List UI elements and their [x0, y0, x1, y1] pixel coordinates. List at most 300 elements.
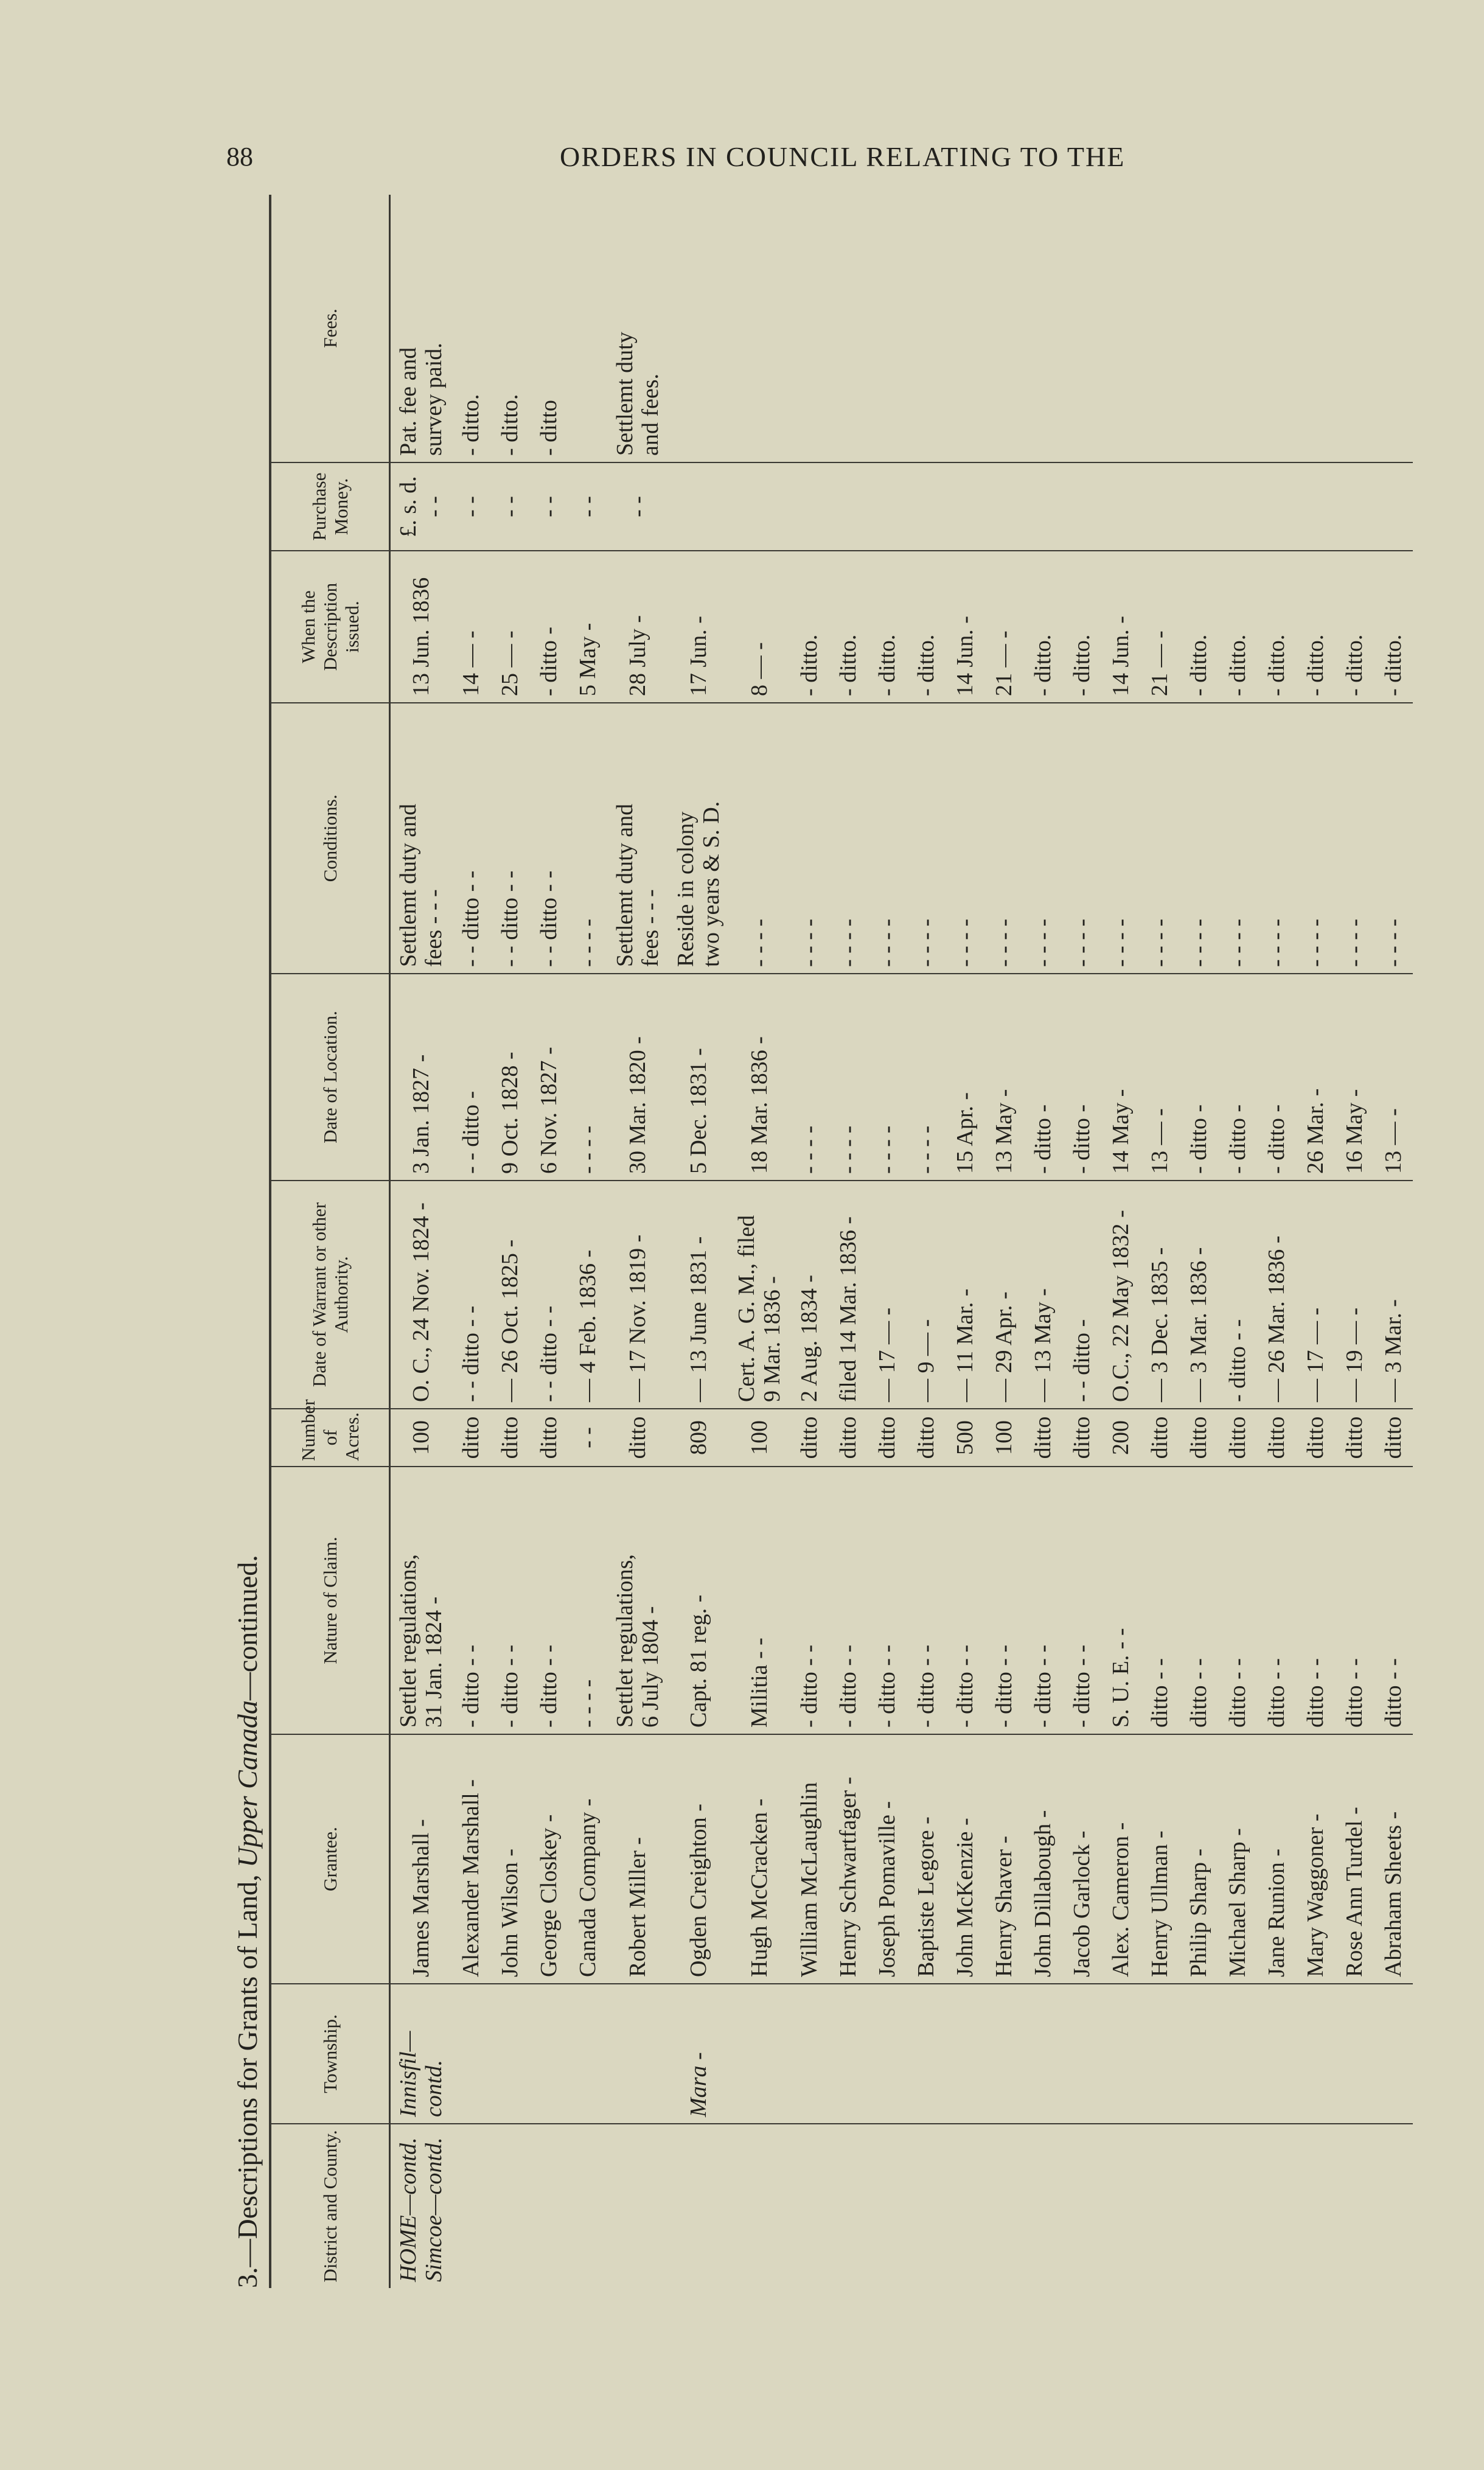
conditions-cell — [529, 703, 568, 974]
warrant-cell — [984, 1181, 1023, 1409]
conditions-cell-text: - - - - — [874, 918, 900, 967]
header-fees: Fees. — [270, 195, 390, 462]
location-cell — [946, 974, 984, 1181]
location-cell-text: 14 May - — [1108, 1089, 1134, 1174]
location-cell — [1101, 974, 1140, 1181]
table-row — [946, 195, 984, 2288]
fees-cell — [529, 195, 568, 462]
warrant-cell — [946, 1181, 984, 1409]
fees-cell — [490, 195, 529, 462]
money-cell — [390, 462, 452, 551]
conditions-cell — [390, 703, 452, 974]
warrant-cell-text: — 9 — - — [913, 1319, 939, 1402]
issued-cell-text: - ditto. — [1225, 634, 1250, 696]
money-cell-text: - - — [575, 496, 601, 517]
district-cell — [829, 2124, 868, 2288]
issued-cell — [1062, 551, 1101, 703]
grantee-cell — [907, 1734, 946, 1984]
money-cell-text: - - — [536, 496, 562, 517]
money-cell — [1140, 462, 1179, 551]
conditions-cell — [1218, 703, 1257, 974]
grantee-cell — [868, 1734, 907, 1984]
district-cell-text: HOME—contd. Simcoe—contd. — [395, 2137, 447, 2282]
table-row — [790, 195, 829, 2288]
location-cell — [1296, 974, 1335, 1181]
issued-cell-text: - ditto. — [1186, 634, 1211, 696]
district-cell — [1218, 2124, 1257, 2288]
grantee-cell-text: Alexander Marshall - — [458, 1779, 484, 1977]
grantee-cell-text: Rose Ann Turdel - — [1342, 1807, 1367, 1977]
warrant-cell — [568, 1181, 607, 1409]
warrant-cell — [451, 1181, 490, 1409]
issued-cell-text: 17 Jun. - — [686, 616, 711, 696]
district-cell — [668, 2124, 729, 2288]
township-cell — [390, 1984, 452, 2124]
claim-cell-text: Settlet regulations, 6 July 1804 - — [612, 1554, 663, 1728]
issued-cell-text: - ditto. — [913, 634, 939, 696]
fees-cell — [1023, 195, 1062, 462]
claim-cell-text: ditto - - — [1225, 1658, 1250, 1728]
township-cell — [490, 1984, 529, 2124]
issued-cell-text: - ditto. — [1303, 634, 1328, 696]
warrant-cell-text: — 3 Mar. 1836 - — [1186, 1247, 1211, 1402]
acres-cell-text: ditto — [1069, 1416, 1095, 1459]
acres-cell — [729, 1409, 790, 1467]
location-cell-text: 13 May - — [991, 1089, 1017, 1174]
issued-cell-text: 21 — - — [991, 630, 1017, 696]
warrant-cell — [490, 1181, 529, 1409]
table-row — [1062, 195, 1101, 2288]
claim-cell — [868, 1467, 907, 1734]
warrant-cell-text: — 3 Mar. - — [1381, 1299, 1406, 1402]
claim-cell — [729, 1467, 790, 1734]
acres-cell — [907, 1409, 946, 1467]
table-row — [1296, 195, 1335, 2288]
grantee-cell-text: John Wilson - — [497, 1848, 523, 1977]
conditions-cell — [1140, 703, 1179, 974]
fees-cell — [1296, 195, 1335, 462]
township-cell — [1023, 1984, 1062, 2124]
issued-cell-text: - ditto. — [1264, 634, 1289, 696]
claim-cell-text: - ditto - - — [913, 1644, 939, 1728]
issued-cell-text: - ditto. — [874, 634, 900, 696]
warrant-cell — [1179, 1181, 1218, 1409]
fees-cell — [607, 195, 668, 462]
fees-cell — [868, 195, 907, 462]
grantee-cell-text: Canada Company - — [575, 1798, 601, 1977]
conditions-cell — [490, 703, 529, 974]
grantee-cell — [1374, 1734, 1413, 1984]
table-row — [1218, 195, 1257, 2288]
location-cell-text: 13 — - — [1147, 1108, 1172, 1174]
location-cell-text: - - - - — [575, 1125, 601, 1174]
grantee-cell-text: Henry Ullman - — [1147, 1830, 1172, 1977]
header-conditions: Conditions. — [270, 703, 390, 974]
grantee-cell-text: Jacob Garlock - — [1069, 1830, 1095, 1977]
acres-cell-text: - - — [575, 1427, 601, 1448]
warrant-cell-text: - - ditto - - — [458, 1305, 484, 1402]
grantee-cell-text: Michael Sharp - — [1225, 1828, 1250, 1977]
acres-cell — [1257, 1409, 1296, 1467]
claim-cell — [1374, 1467, 1413, 1734]
table-row — [568, 195, 607, 2288]
location-cell — [490, 974, 529, 1181]
header-township: Township. — [270, 1984, 390, 2124]
location-cell — [1374, 974, 1413, 1181]
fees-cell — [1101, 195, 1140, 462]
acres-cell-text: ditto — [1381, 1416, 1406, 1459]
claim-cell — [451, 1467, 490, 1734]
issued-cell-text: - ditto. — [1069, 634, 1095, 696]
money-cell — [568, 462, 607, 551]
conditions-cell — [1257, 703, 1296, 974]
claim-cell-text: Militia - - — [747, 1638, 772, 1728]
township-cell — [729, 1984, 790, 2124]
claim-cell-text: ditto - - — [1186, 1658, 1211, 1728]
grantee-cell — [607, 1734, 668, 1984]
location-cell — [1023, 974, 1062, 1181]
money-cell — [907, 462, 946, 551]
table-row — [729, 195, 790, 2288]
township-cell — [1179, 1984, 1218, 2124]
district-cell — [607, 2124, 668, 2288]
claim-cell — [1023, 1467, 1062, 1734]
location-cell-text: - ditto - — [1069, 1104, 1095, 1174]
grantee-cell-text: James Marshall - — [408, 1819, 434, 1977]
money-cell — [490, 462, 529, 551]
district-cell — [946, 2124, 984, 2288]
grantee-cell — [790, 1734, 829, 1984]
fees-cell — [451, 195, 490, 462]
conditions-cell — [1023, 703, 1062, 974]
warrant-cell — [790, 1181, 829, 1409]
page-number: 88 — [226, 142, 253, 172]
fees-cell — [984, 195, 1023, 462]
district-cell — [1257, 2124, 1296, 2288]
warrant-cell-text: Cert. A. G. M., filed 9 Mar. 1836 - — [734, 1215, 785, 1402]
issued-cell — [1218, 551, 1257, 703]
warrant-cell — [1062, 1181, 1101, 1409]
location-cell — [984, 974, 1023, 1181]
conditions-cell — [568, 703, 607, 974]
location-cell-text: - ditto - — [1264, 1104, 1289, 1174]
conditions-cell — [829, 703, 868, 974]
rotated-table-region — [226, 195, 1484, 2288]
header-money: Purchase Money. — [270, 462, 390, 551]
money-cell — [451, 462, 490, 551]
grantee-cell — [1062, 1734, 1101, 1984]
acres-cell-text: ditto — [497, 1416, 523, 1459]
money-cell — [868, 462, 907, 551]
issued-cell — [529, 551, 568, 703]
location-cell — [390, 974, 452, 1181]
claim-cell — [607, 1467, 668, 1734]
acres-cell-text: 500 — [952, 1420, 978, 1455]
township-cell-text: Innisfil—contd. — [395, 2031, 447, 2117]
township-cell — [790, 1984, 829, 2124]
location-cell — [868, 974, 907, 1181]
conditions-cell — [1374, 703, 1413, 974]
grantee-cell-text: Robert Miller - — [625, 1837, 650, 1977]
money-cell-text: - - — [625, 496, 650, 517]
acres-cell-text: ditto — [1303, 1416, 1328, 1459]
acres-cell — [1296, 1409, 1335, 1467]
issued-cell-text: 28 July - — [625, 615, 650, 696]
claim-cell — [1140, 1467, 1179, 1734]
conditions-cell-text: - - - - — [796, 918, 822, 967]
warrant-cell — [829, 1181, 868, 1409]
warrant-cell — [1296, 1181, 1335, 1409]
conditions-cell — [607, 703, 668, 974]
township-cell — [1257, 1984, 1296, 2124]
issued-cell — [729, 551, 790, 703]
claim-cell-text: Settlet regulations, 31 Jan. 1824 - — [395, 1554, 447, 1728]
warrant-cell-text: — 13 June 1831 - — [686, 1236, 711, 1402]
township-cell — [984, 1984, 1023, 2124]
issued-cell-text: 14 Jun. - — [952, 616, 978, 696]
grantee-cell — [1023, 1734, 1062, 1984]
location-cell-text: 6 Nov. 1827 - — [536, 1047, 562, 1174]
conditions-cell-text: - - - - — [991, 918, 1017, 967]
money-cell — [984, 462, 1023, 551]
grantee-cell — [729, 1734, 790, 1984]
issued-cell — [907, 551, 946, 703]
issued-cell-text: 5 May - — [575, 623, 601, 696]
township-cell — [907, 1984, 946, 2124]
money-cell — [729, 462, 790, 551]
money-cell — [1101, 462, 1140, 551]
issued-cell-text: 13 Jun. 1836 — [408, 577, 434, 696]
claim-cell-text: ditto - - — [1147, 1658, 1172, 1728]
location-cell — [729, 974, 790, 1181]
header-row — [270, 195, 390, 2288]
money-cell — [829, 462, 868, 551]
table-row — [1335, 195, 1374, 2288]
grantee-cell — [1335, 1734, 1374, 1984]
grantee-cell-text: Abraham Sheets - — [1381, 1811, 1406, 1977]
table-caption — [226, 195, 269, 2288]
header-acres: Number of Acres. — [270, 1409, 390, 1467]
warrant-cell — [907, 1181, 946, 1409]
acres-cell — [790, 1409, 829, 1467]
acres-cell-text: 809 — [686, 1420, 711, 1455]
location-cell — [451, 974, 490, 1181]
fees-cell-text: - ditto. — [458, 394, 484, 456]
issued-cell — [868, 551, 907, 703]
issued-cell-text: 14 Jun. - — [1108, 616, 1134, 696]
grantee-cell — [668, 1734, 729, 1984]
grantee-cell-text: Jane Runion - — [1264, 1848, 1289, 1977]
district-cell — [984, 2124, 1023, 2288]
warrant-cell — [1335, 1181, 1374, 1409]
fees-cell — [1140, 195, 1179, 462]
grantee-cell — [490, 1734, 529, 1984]
conditions-cell-text: - - - - — [1225, 918, 1250, 967]
acres-cell — [1374, 1409, 1413, 1467]
grantee-cell — [1140, 1734, 1179, 1984]
caption-prefix: 3.—Descriptions for Grants of Land, — [232, 1867, 263, 2288]
acres-cell — [984, 1409, 1023, 1467]
district-cell — [1374, 2124, 1413, 2288]
location-cell-text: 15 Apr. - — [952, 1092, 978, 1174]
conditions-cell — [1179, 703, 1218, 974]
conditions-cell-text: - - - - — [1147, 918, 1172, 967]
location-cell — [668, 974, 729, 1181]
grantee-cell-text: Henry Schwartfager - — [835, 1776, 861, 1977]
fees-cell-text: Pat. fee and survey paid. — [395, 343, 447, 456]
claim-cell — [529, 1467, 568, 1734]
claim-cell — [829, 1467, 868, 1734]
money-cell — [790, 462, 829, 551]
conditions-cell-text: - - ditto - - — [497, 870, 523, 967]
claim-cell — [1179, 1467, 1218, 1734]
table-row — [868, 195, 907, 2288]
claim-cell — [490, 1467, 529, 1734]
fees-cell-text: Settlemt duty and fees. — [612, 332, 663, 456]
location-cell — [790, 974, 829, 1181]
warrant-cell-text: — 17 — - — [1303, 1307, 1328, 1402]
issued-cell — [568, 551, 607, 703]
acres-cell — [1179, 1409, 1218, 1467]
claim-cell-text: - ditto - - — [796, 1644, 822, 1728]
conditions-cell-text: - - - - — [1264, 918, 1289, 967]
district-cell — [1023, 2124, 1062, 2288]
table-row — [451, 195, 490, 2288]
claim-cell-text: - ditto - - — [497, 1644, 523, 1728]
warrant-cell-text: - - ditto - — [1069, 1319, 1095, 1402]
acres-cell-text: 100 — [747, 1420, 772, 1455]
district-cell — [1296, 2124, 1335, 2288]
issued-cell — [607, 551, 668, 703]
issued-cell-text: - ditto. — [796, 634, 822, 696]
warrant-cell — [1374, 1181, 1413, 1409]
table-row — [984, 195, 1023, 2288]
acres-cell — [1023, 1409, 1062, 1467]
grantee-cell-text: William McLaughlin — [796, 1782, 822, 1977]
location-cell-text: - - - - — [874, 1125, 900, 1174]
claim-cell-text: - ditto - - — [536, 1644, 562, 1728]
conditions-cell-text: - - - - — [835, 918, 861, 967]
issued-cell-text: - ditto. — [1030, 634, 1056, 696]
township-cell — [1062, 1984, 1101, 2124]
location-cell — [1335, 974, 1374, 1181]
issued-cell — [668, 551, 729, 703]
money-cell — [1296, 462, 1335, 551]
conditions-cell-text: Reside in colony two years & S. D. — [673, 801, 724, 967]
grantee-cell-text: George Closkey - — [536, 1814, 562, 1977]
issued-cell — [1179, 551, 1218, 703]
warrant-cell — [729, 1181, 790, 1409]
money-cell — [1062, 462, 1101, 551]
location-cell-text: - ditto - — [1186, 1104, 1211, 1174]
conditions-cell-text: - - ditto - - — [458, 870, 484, 967]
acres-cell — [829, 1409, 868, 1467]
location-cell — [829, 974, 868, 1181]
warrant-cell-text: O. C., 24 Nov. 1824 - — [408, 1202, 434, 1402]
claim-cell — [984, 1467, 1023, 1734]
issued-cell-text: 25 — - — [497, 630, 523, 696]
location-cell-text: - - - - — [796, 1125, 822, 1174]
fees-cell — [829, 195, 868, 462]
conditions-cell — [946, 703, 984, 974]
issued-cell — [490, 551, 529, 703]
township-cell-text: Mara - — [686, 2052, 711, 2117]
issued-cell — [1257, 551, 1296, 703]
grantee-cell — [1101, 1734, 1140, 1984]
acres-cell-text: ditto — [913, 1416, 939, 1459]
claim-cell — [1218, 1467, 1257, 1734]
district-cell — [1062, 2124, 1101, 2288]
conditions-cell — [1296, 703, 1335, 974]
claim-cell-text: - - - - — [575, 1679, 601, 1728]
claim-cell — [668, 1467, 729, 1734]
township-cell — [1140, 1984, 1179, 2124]
table-row — [1023, 195, 1062, 2288]
claim-cell-text: - ditto - - — [1069, 1644, 1095, 1728]
township-cell — [668, 1984, 729, 2124]
money-cell — [1335, 462, 1374, 551]
money-cell — [1374, 462, 1413, 551]
township-cell — [607, 1984, 668, 2124]
township-cell — [529, 1984, 568, 2124]
district-cell — [790, 2124, 829, 2288]
issued-cell-text: - ditto. — [1342, 634, 1367, 696]
acres-cell — [529, 1409, 568, 1467]
conditions-cell — [451, 703, 490, 974]
acres-cell-text: ditto — [1030, 1416, 1056, 1459]
caption-suffix: —continued. — [232, 1555, 263, 1701]
grantee-cell — [390, 1734, 452, 1984]
grantee-cell — [451, 1734, 490, 1984]
table-row — [1140, 195, 1179, 2288]
acres-cell — [868, 1409, 907, 1467]
issued-cell-text: - ditto. — [835, 634, 861, 696]
warrant-cell-text: — 17 — - — [874, 1307, 900, 1402]
location-cell-text: 26 Mar. - — [1303, 1088, 1328, 1174]
claim-cell-text: Capt. 81 reg. - — [686, 1594, 711, 1728]
conditions-cell-text: - - - - — [1186, 918, 1211, 967]
location-cell-text: - ditto - — [1030, 1104, 1056, 1174]
fees-cell — [1257, 195, 1296, 462]
acres-cell-text: ditto — [625, 1416, 650, 1459]
header-location: Date of Location. — [270, 974, 390, 1181]
money-cell-text: - - — [497, 496, 523, 517]
issued-cell — [1296, 551, 1335, 703]
township-cell — [829, 1984, 868, 2124]
acres-cell — [451, 1409, 490, 1467]
warrant-cell — [1023, 1181, 1062, 1409]
conditions-cell-text: - - ditto - - — [536, 870, 562, 967]
warrant-cell — [1140, 1181, 1179, 1409]
location-cell-text: 18 Mar. 1836 - — [747, 1036, 772, 1174]
district-cell — [490, 2124, 529, 2288]
conditions-cell-text: - - - - — [952, 918, 978, 967]
issued-cell — [1101, 551, 1140, 703]
money-cell — [529, 462, 568, 551]
header-issued: When the Description issued. — [270, 551, 390, 703]
grantee-cell-text: John McKenzie - — [952, 1818, 978, 1977]
acres-cell-text: ditto — [835, 1416, 861, 1459]
issued-cell-text: - ditto. — [1381, 634, 1406, 696]
conditions-cell — [729, 703, 790, 974]
warrant-cell-text: — 29 Apr. - — [991, 1291, 1017, 1402]
district-cell — [729, 2124, 790, 2288]
grantee-cell — [1257, 1734, 1296, 1984]
location-cell — [1062, 974, 1101, 1181]
issued-cell — [946, 551, 984, 703]
location-cell-text: 9 Oct. 1828 - — [497, 1052, 523, 1174]
township-cell — [946, 1984, 984, 2124]
